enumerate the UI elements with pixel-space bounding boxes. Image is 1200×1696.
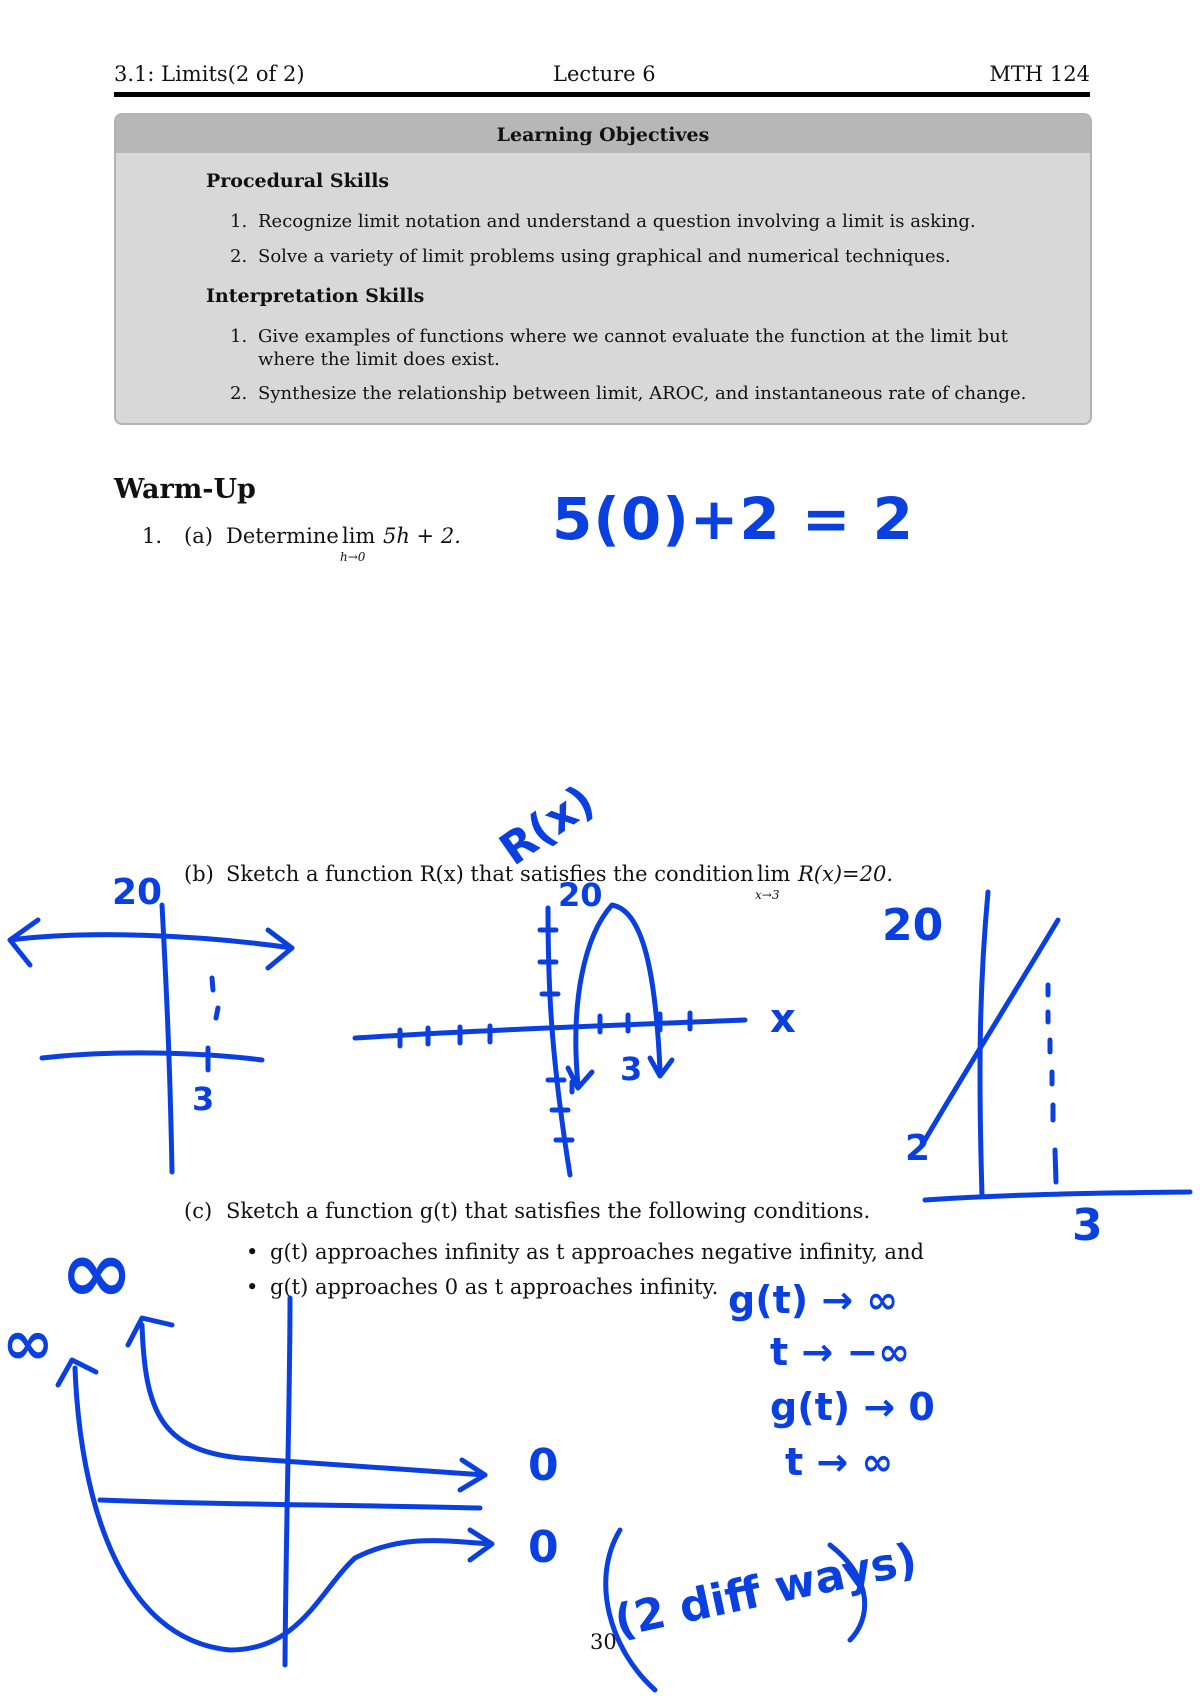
graph-c-upper-curve xyxy=(142,1325,485,1475)
handwritten-label-rx: R(x) xyxy=(490,775,604,876)
interpretation-item-number: 1. xyxy=(230,326,248,347)
handwritten-note: t → ∞ xyxy=(785,1440,894,1484)
interpretation-item: Give examples of functions where we cannot evaluate the function at the limit but where the limit does exist. xyxy=(258,326,1008,370)
arrowhead xyxy=(10,920,38,965)
dash-mark xyxy=(212,978,213,990)
bullet-dot: • xyxy=(246,1275,259,1299)
question-number: 1. xyxy=(142,524,163,548)
handwritten-infinity: ∞ xyxy=(60,1220,134,1323)
part-b-label: (b) xyxy=(184,862,214,886)
handwritten-label-20: 20 xyxy=(882,900,944,951)
dash-mark xyxy=(216,1008,218,1018)
part-c-bullet: g(t) approaches infinity as t approaches negative infinity, and xyxy=(270,1240,924,1264)
handwritten-label-3: 3 xyxy=(1072,1200,1103,1251)
handwritten-answer-a: 5(0)+2 = 2 xyxy=(552,485,915,553)
interpretation-skills-heading: Interpretation Skills xyxy=(206,285,425,307)
arrowhead xyxy=(128,1318,172,1345)
part-c-bullet: g(t) approaches 0 as t approaches infinity. xyxy=(270,1275,719,1299)
handwritten-zero: 0 xyxy=(528,1522,559,1573)
part-a-label: (a) xyxy=(184,524,213,548)
objectives-title: Learning Objectives xyxy=(496,124,710,146)
dash-mark xyxy=(1055,1150,1056,1182)
interpretation-item-number: 2. xyxy=(230,383,248,404)
handwritten-label-2: 2 xyxy=(905,1128,931,1169)
header-section-title: 3.1: Limits(2 of 2) xyxy=(114,62,305,86)
part-a-lim-subscript: h→0 xyxy=(340,550,366,564)
procedural-item-number: 1. xyxy=(230,211,248,232)
handwritten-note: g(t) → 0 xyxy=(770,1385,935,1429)
procedural-item: Recognize limit notation and understand a question involving a limit is asking. xyxy=(258,211,976,232)
handwritten-label-3: 3 xyxy=(192,1080,215,1118)
graph-c-horizontal-axis xyxy=(100,1500,480,1508)
handwritten-label-20: 20 xyxy=(558,876,603,914)
header-course: MTH 124 xyxy=(989,62,1090,86)
header-lecture: Lecture 6 xyxy=(553,62,656,86)
graph1-horizontal-axis xyxy=(42,1053,262,1060)
bullet-dot: • xyxy=(246,1240,259,1264)
graph1-horizontal-curve xyxy=(10,935,292,948)
handwritten-infinity: ∞ xyxy=(2,1306,54,1379)
procedural-skills-heading: Procedural Skills xyxy=(206,170,390,192)
part-a-text: Determine xyxy=(226,524,339,548)
part-a-expression: 5h + 2. xyxy=(383,524,461,548)
part-a-lim: lim xyxy=(342,524,376,548)
graph3-line xyxy=(922,920,1058,1145)
warmup-heading: Warm-Up xyxy=(114,474,256,505)
graph1-vertical-axis xyxy=(162,905,172,1172)
handwritten-two-ways: (2 diff ways) xyxy=(610,1533,922,1648)
procedural-item: Solve a variety of limit problems using graphical and numerical techniques. xyxy=(258,246,951,267)
procedural-item-number: 2. xyxy=(230,246,248,267)
interpretation-item: Synthesize the relationship between limit, AROC, and instantaneous rate of change. xyxy=(258,383,1027,404)
part-b-text: Sketch a function R(x) that satisfies the condition xyxy=(226,862,754,886)
part-c-label: (c) xyxy=(184,1199,213,1223)
handwritten-label-3: 3 xyxy=(620,1050,643,1088)
page-number: 30 xyxy=(590,1630,617,1654)
part-b-lim: lim xyxy=(757,862,791,886)
handwritten-label-x: x xyxy=(770,996,796,1042)
part-b-expression: R(x)=20. xyxy=(798,862,894,886)
handwritten-note: t → −∞ xyxy=(770,1330,910,1374)
graph-c-vertical-axis xyxy=(285,1298,290,1665)
handwritten-note: g(t) → ∞ xyxy=(728,1278,899,1322)
arrowhead xyxy=(268,930,292,968)
part-b-lim-subscript: x→3 xyxy=(755,888,780,902)
handwritten-zero: 0 xyxy=(528,1440,559,1491)
graph3-horizontal-axis xyxy=(925,1192,1190,1200)
graph2-vertical-axis xyxy=(548,908,570,1175)
part-c-text: Sketch a function g(t) that satisfies the following conditions. xyxy=(226,1199,871,1223)
handwritten-label-20: 20 xyxy=(112,872,163,913)
graph2-hump-curve xyxy=(576,905,660,1085)
